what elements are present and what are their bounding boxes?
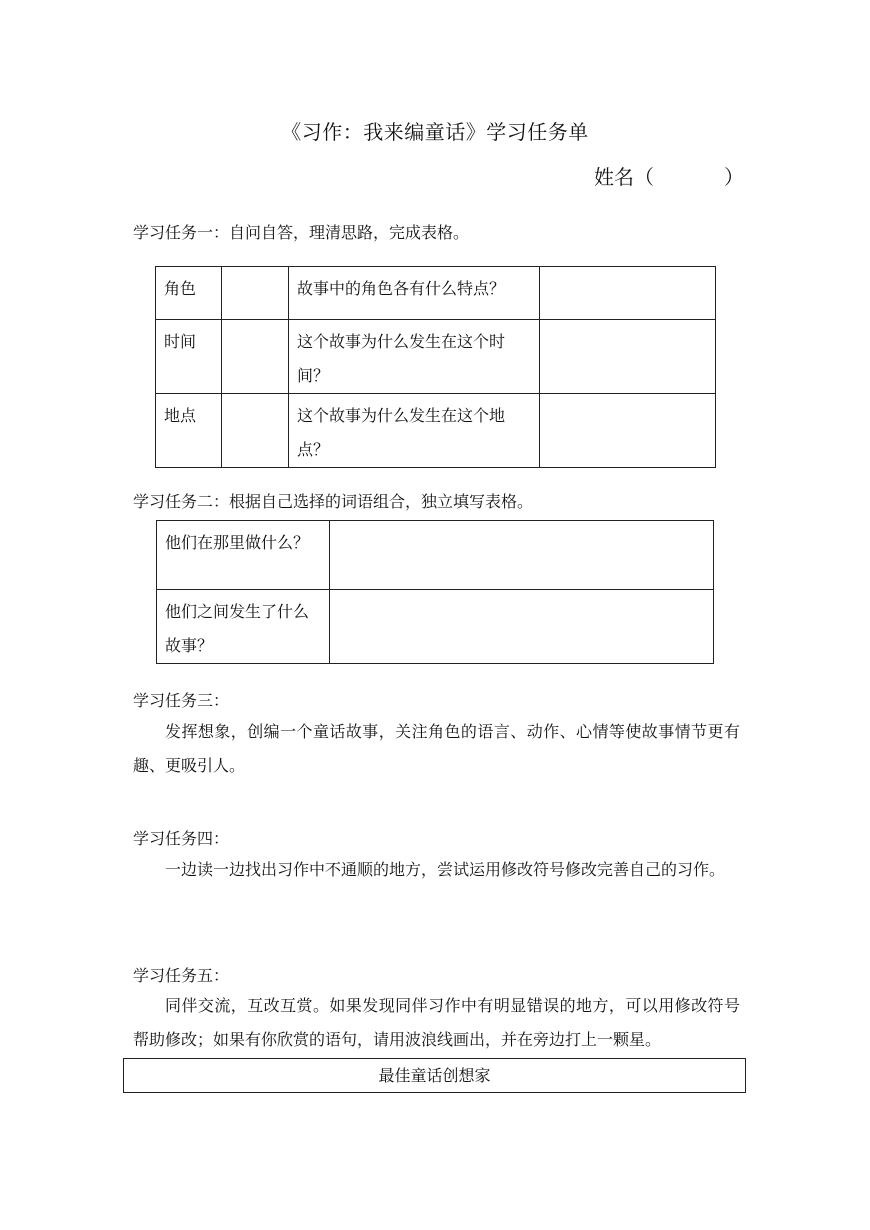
task4-title: 学习任务四：	[133, 829, 230, 848]
answer-cell-place-reason[interactable]	[540, 394, 716, 468]
task1-title: 学习任务一：自问自答，理清思路，完成表格。	[133, 223, 470, 242]
answer-cell-time-reason[interactable]	[540, 320, 716, 394]
task2-table	[156, 520, 714, 664]
task1-table	[155, 266, 716, 468]
answer-cell-role[interactable]	[222, 267, 289, 320]
answer-cell-activity[interactable]	[330, 521, 714, 590]
table-row	[156, 267, 716, 320]
table-row	[157, 590, 714, 664]
task2-title: 学习任务二：根据自己选择的词语组合，独立填写表格。	[133, 492, 534, 511]
row-label-role: 角色	[156, 267, 222, 320]
table-row	[157, 521, 714, 590]
answer-cell-time[interactable]	[222, 320, 289, 394]
task3-body: 发挥想象，创编一个童话故事，关注角色的语言、动作、心情等使故事情节更有趣、更吸引人。	[133, 722, 740, 775]
task5-title: 学习任务五：	[133, 966, 230, 985]
student-name-line	[594, 161, 744, 190]
question-place: 这个故事为什么发生在这个地点？	[289, 394, 540, 468]
name-close-paren: ）	[724, 165, 744, 189]
question-time: 这个故事为什么发生在这个时间？	[289, 320, 540, 394]
name-label: 姓名（	[594, 165, 654, 189]
question-activity: 他们在那里做什么？	[157, 521, 330, 590]
table-row	[156, 320, 716, 394]
task5-body: 同伴交流，互改互赏。如果发现同伴习作中有明显错误的地方，可以用修改符号帮助修改；如果有你欣赏的语句，请用波浪线画出，并在旁边打上一颗星。	[133, 996, 740, 1049]
row-label-time: 时间	[156, 320, 222, 394]
question-role: 故事中的角色各有什么特点？	[289, 267, 540, 320]
question-story: 他们之间发生了什么故事？	[157, 590, 330, 664]
task4-body: 一边读一边找出习作中不通顺的地方，尝试运用修改符号修改完善自己的习作。	[165, 860, 726, 879]
row-label-place: 地点	[156, 394, 222, 468]
answer-cell-story[interactable]	[330, 590, 714, 664]
page-title: 《习作：我来编童话》学习任务单	[281, 120, 589, 144]
answer-cell-role-reason[interactable]	[540, 267, 716, 320]
award-box: 最佳童话创想家	[123, 1058, 746, 1093]
table-row	[156, 394, 716, 468]
answer-cell-place[interactable]	[222, 394, 289, 468]
task3-title: 学习任务三：	[133, 691, 230, 710]
